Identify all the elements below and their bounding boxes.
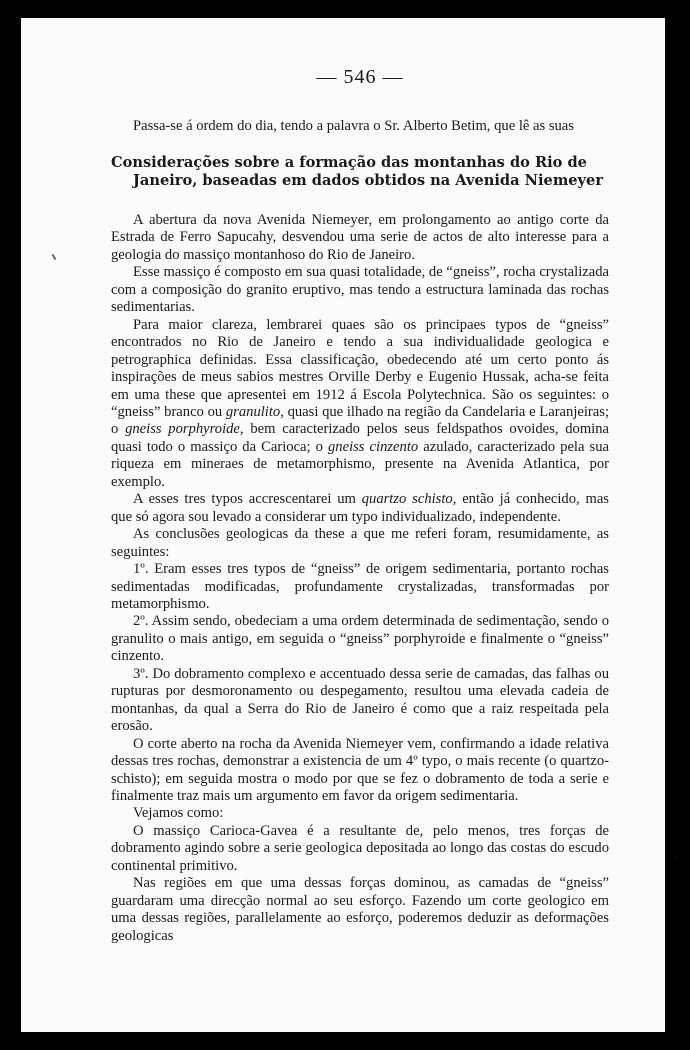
paragraph-text: 3º. Do dobramento complexo e accentuado dessa serie de camadas, das falhas ou rupturas por desmoronamento ou despegamento, resultou uma elevada cadeia de montanhas, da qual a Serra do Rio de Janeiro é como que a raiz respeitada pela erosão. (111, 665, 609, 735)
paragraph-text: azulado, caracterizado pela sua riqueza em mineraes de metamorphismo, presente na Avenida Atlantica, por exemplo. (111, 438, 609, 490)
italic-term: granulito (225, 403, 281, 420)
paragraph-text: A abertura da nova Avenida Niemeyer, em prolongamento ao antigo corte da Estrada de Ferro Sapucahy, desvendou uma serie de actos de alto interesse para a geologia do massiço montanhoso do Rio de Janeiro. (111, 212, 609, 263)
body-paragraph (111, 212, 609, 264)
body-paragraph (111, 805, 609, 822)
paragraph-text: 1º. Eram esses tres typos de “gneiss” de origem sedimentaria, portanto rochas sedimentadas modificadas, profundamente crystalizadas, transformadas por metamorphismo. (111, 561, 609, 612)
italic-term: gneiss porphyroide (125, 421, 240, 438)
paragraph-text: , então já conhecido, mas que só agora sou levado a considerar um typo individualizado, independente. (111, 491, 609, 525)
body-paragraph (111, 526, 609, 561)
page-number: — 546 — (316, 66, 404, 88)
body-paragraph (111, 736, 609, 806)
paragraph-text: As conclusões geologicas da these a que me referi foram, resumidamente, as seguintes: (111, 526, 609, 560)
body-paragraph (111, 317, 609, 492)
body-paragraph (111, 823, 609, 875)
article-title-line-1: Considerações sobre a formação das montanhas do Rio de (111, 154, 587, 171)
intro-paragraph: Passa-se á ordem do dia, tendo a palavra o Sr. Alberto Betim, que lê as suas (133, 118, 574, 134)
article-body (111, 212, 609, 945)
paragraph-text: Nas regiões em que uma dessas forças dominou, as camadas de “gneiss” guardaram uma direcção normal ao seu esforço. Fazendo um corte geologico em uma dessas regiões, parallelamente ao esforço, poderemos deduzir as deformações geologicas (111, 875, 609, 944)
margin-dot: • (674, 854, 678, 865)
article-title (111, 154, 609, 190)
italic-term: gneiss cinzento (328, 438, 419, 455)
body-paragraph (111, 666, 609, 736)
body-paragraph (111, 875, 609, 945)
paragraph-text: Esse massiço é composto em sua quasi totalidade, de “gneiss”, rocha crystalizada com a composição do granito eruptivo, mas tendo a estructura laminada das rochas sedimentarias. (111, 264, 609, 316)
paragraph-text: A esses tres typos accrescentarei um (133, 491, 362, 508)
body-paragraph (111, 561, 609, 613)
body-paragraph (111, 491, 609, 526)
paragraph-text: O corte aberto na rocha da Avenida Niemeyer vem, confirmando a idade relativa dessas tres rochas, demonstrar a existencia de um 4º typo, o mais recente (o quartzo-schisto); em seguida mostra o modo por que se fez o dobramento de toda a serie e finalmente traz mais um argumento em favor da origem sedimentaria. (111, 735, 609, 804)
italic-term: quartzo schisto (361, 491, 453, 508)
article-title-line-2: Janeiro, baseadas em dados obtidos na Avenida Niemeyer (133, 172, 604, 189)
body-paragraph (111, 264, 609, 316)
paragraph-text: Para maior clareza, lembrarei quaes são os principaes typos de “gneiss” encontrados no Rio de Janeiro e tendo a sua individualidade geologica e petrographica definidas. Essa classificação, obedecendo até um certo ponto ás inspirações de meus sabios mestres Orville Derby e Eugenio Hussak, acha-se feita em uma these que apresentei em 1912 á Escola Polytechnica. São os seguintes: o “gneiss” branco ou (111, 316, 609, 420)
margin-mark (52, 254, 57, 260)
body-paragraph (111, 613, 609, 665)
paragraph-text: O massiço Carioca-Gavea é a resultante de, pelo menos, tres forças de dobramento agindo sobre a serie geologica depositada ao longo das costas do escudo continental primitivo. (111, 822, 609, 874)
scanned-page (21, 18, 678, 1032)
paragraph-text: 2º. Assim sendo, obedeciam a uma ordem determinada de sedimentação, sendo o granulito o mais antigo, em seguida o “gneiss” porphyroide e finalmente o “gneiss” cinzento. (111, 613, 609, 665)
paragraph-text: , bem caracterizado pelos seus feldspathos ovoides, domina quasi todo o massiço da Carioca; o (111, 421, 609, 455)
paragraph-text: , quasi que ilhado na região da Candelaria e Laranjeiras; o (111, 403, 609, 438)
paragraph-text: Vejamos como: (133, 805, 224, 822)
